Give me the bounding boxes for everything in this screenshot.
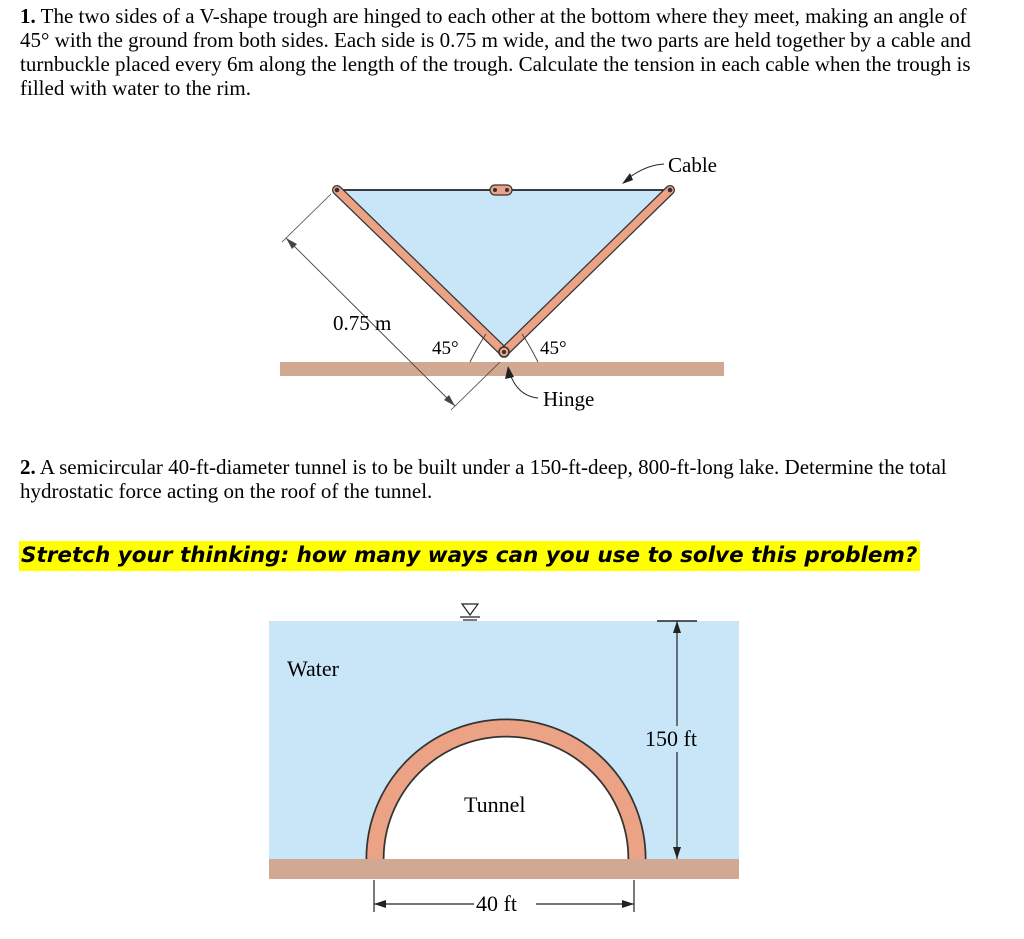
depth-label: 150 ft (645, 726, 697, 751)
angle-right-label: 45° (540, 338, 567, 359)
width-label: 0.75 m (333, 311, 392, 335)
angle-left-label: 45° (432, 338, 459, 359)
cable-label: Cable (668, 153, 717, 177)
tunnel-label: Tunnel (464, 792, 526, 817)
hinge-label: Hinge (543, 387, 595, 411)
problem-1-body: The two sides of a V-shape trough are hinged to each other at the bottom where they meet, making an angle of 45° with the ground from both sides. Each side is 0.75 m wide, and the two parts are held together by a cable and turnbuckle placed every 6m along the length of the trough. Calculate the tension in each cable when the trough is filled with water to the rim. (20, 4, 971, 100)
problem-1-number: 1. (20, 4, 36, 28)
free-surface-icon (460, 604, 480, 620)
stretch-prompt: Stretch your thinking: how many ways can you use to solve this problem? (19, 541, 920, 571)
problem-2-body: A semicircular 40-ft-diameter tunnel is to be built under a 150-ft-deep, 800-ft-long lake. Determine the total hydrostatic force acting on the roof of the tunnel. (20, 455, 947, 503)
diameter-label: 40 ft (476, 891, 517, 916)
water-label: Water (287, 656, 339, 681)
problem-2-number: 2. (20, 455, 36, 479)
lake-bed (269, 859, 739, 879)
